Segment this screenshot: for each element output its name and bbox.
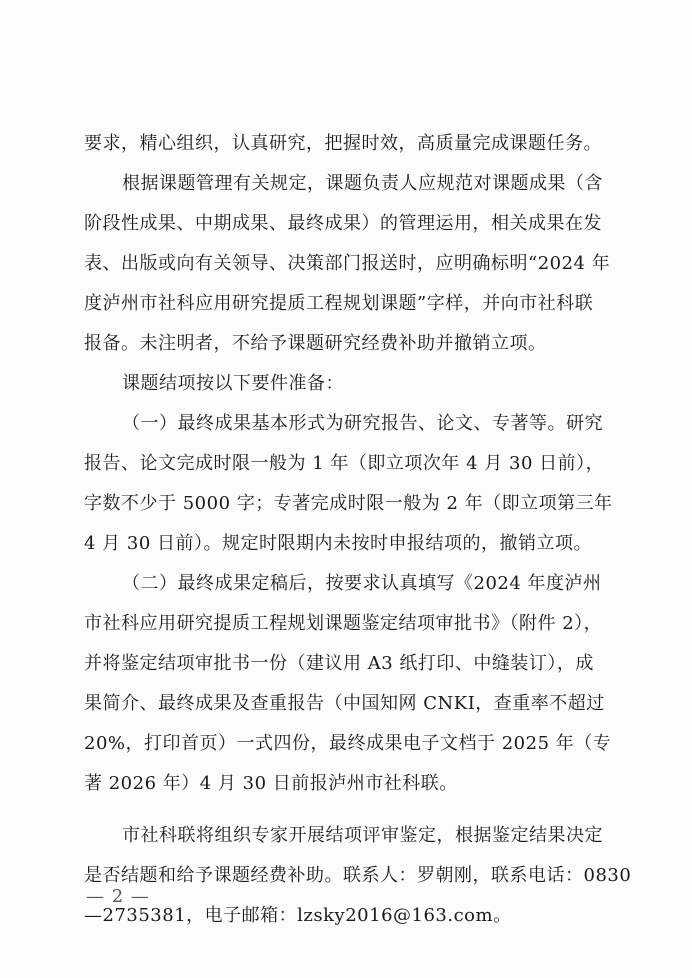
- text-line: 并将鉴定结项审批书一份（建议用 A3 纸打印、中缝装订），成: [84, 653, 594, 674]
- text-line: 课题结项按以下要件准备：: [122, 373, 344, 394]
- text-line: 市社科联将组织专家开展结项评审鉴定，根据鉴定结果决定: [122, 825, 603, 846]
- text-line: 阶段性成果、中期成果、最终成果）的管理运用，相关成果在发: [84, 213, 602, 234]
- body-text: [84, 124, 632, 936]
- text-line: 报告、论文完成时限一般为 1 年（即立项次年 4 月 30 日前），: [84, 453, 605, 474]
- text-line: 4 月 30 日前）。规定时限期内未按时申报结项的，撤销立项。: [84, 533, 593, 554]
- text-line: （二）最终成果定稿后，按要求认真填写《2024 年度泸州: [122, 573, 602, 594]
- text-line: 报备。未注明者，不给予课题研究经费补助并撤销立项。: [84, 333, 547, 354]
- text-line: 著 2026 年）4 月 30 日前报泸州市社科联。: [84, 773, 458, 794]
- text-line: 度泸州市社科应用研究提质工程规划课题”字样，并向市社科联: [84, 293, 594, 314]
- text-line: 是否结题和给予课题经费补助。联系人：罗朝刚，联系电话：0830: [84, 865, 632, 886]
- text-line: 要求，精心组织，认真研究，把握时效，高质量完成课题任务。: [84, 133, 602, 154]
- text-line: 根据课题管理有关规定，课题负责人应规范对课题成果（含: [122, 173, 603, 194]
- text-line: 20%，打印首页）一式四份，最终成果电子文档于 2025 年（专: [84, 733, 612, 754]
- text-line: —2735381，电子邮箱：lzsky2016@163.com。: [84, 905, 512, 926]
- text-line: 表、出版或向有关领导、决策部门报送时，应明确标明“2024 年: [84, 253, 611, 274]
- text-line: 果简介、最终成果及查重报告（中国知网 CNKI，查重率不超过: [84, 693, 605, 714]
- text-line: （一）最终成果基本形式为研究报告、论文、专著等。研究: [122, 413, 603, 434]
- page-number: — 2 —: [86, 886, 150, 907]
- text-line: 字数不少于 5000 字；专著完成时限一般为 2 年（即立项第三年: [84, 493, 613, 514]
- text-line: 市社科应用研究提质工程规划课题鉴定结项审批书》（附件 2），: [84, 613, 603, 634]
